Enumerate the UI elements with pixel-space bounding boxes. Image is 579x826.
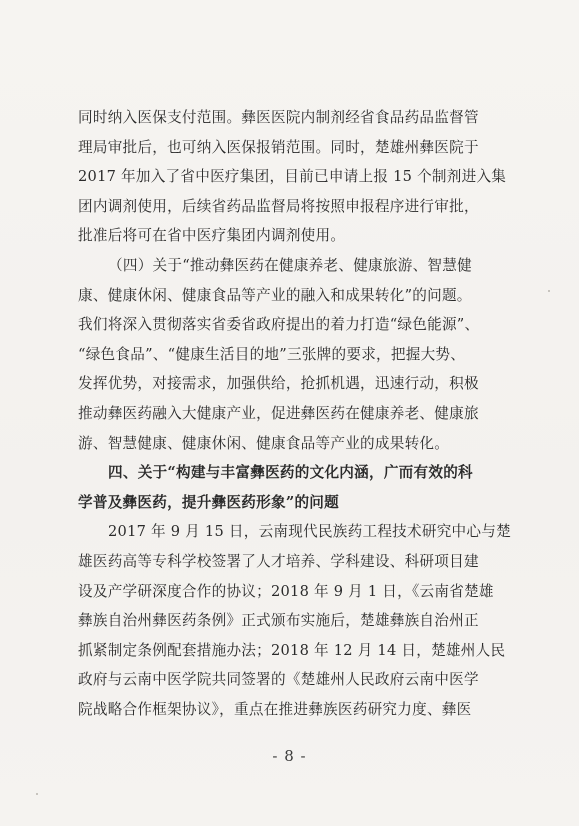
body-line-19: 抓紧制定条例配套措施办法；2018 年 12 月 14 日，楚雄州人民 — [78, 641, 506, 659]
body-line-15: 2017 年 9 月 15 日，云南现代民族药工程技术研究中心与楚 — [108, 523, 511, 541]
body-line-18: 彝族自治州彝医药条例》正式颁布实施后，楚雄彝族自治州正 — [78, 612, 479, 630]
body-line-5: 批准后将可在省中医疗集团内调剂使用。 — [78, 227, 346, 245]
body-line-20: 政府与云南中医学院共同签署的《楚雄州人民政府云南中医学 — [78, 671, 479, 689]
section-heading-line-1: 四、关于“构建与丰富彝医药的文化内涵，广而有效的科 — [108, 464, 473, 482]
document-body — [78, 103, 511, 724]
body-line-21: 院战略合作框架协议》，重点在推进彝族医药研究力度、彝医 — [78, 700, 472, 718]
body-line-4: 团内调剂使用，后续省药品监督局将按照申报程序进行审批， — [78, 197, 479, 215]
body-line-2: 理局审批后，也可纳入医保报销范围。同时，楚雄州彝医院于 — [78, 138, 479, 156]
scan-speck — [36, 793, 38, 795]
body-line-3: 2017 年加入了省中医疗集团，目前已申请上报 15 个制剂进入集 — [78, 168, 507, 186]
body-line-8: 我们将深入贯彻落实省委省政府提出的着力打造“绿色能源”、 — [78, 316, 480, 334]
body-line-16: 雄医药高等专科学校签署了人才培养、学科建设、科研项目建 — [78, 552, 479, 570]
body-line-9: “绿色食品”、“健康生活目的地”三张牌的要求，把握大势、 — [78, 345, 466, 363]
scan-speck — [548, 290, 550, 292]
body-line-11: 推动彝医药融入大健康产业，促进彝医药在健康养老、健康旅 — [78, 404, 479, 422]
body-line-10: 发挥优势，对接需求，加强供给，抢抓机遇，迅速行动，积极 — [78, 375, 479, 393]
section-4-subheading-line-2: 康、健康休闲、健康食品等产业的融入和成果转化”的问题。 — [78, 286, 472, 304]
page-number: - 8 - — [272, 747, 307, 765]
section-4-subheading-line-1: （四）关于“推动彝医药在健康养老、健康旅游、智慧健 — [108, 256, 472, 274]
body-line-1: 同时纳入医保支付范围。彝医医院内制剂经省食品药品监督管 — [78, 109, 479, 126]
body-line-12: 游、智慧健康、健康休闲、健康食品等产业的成果转化。 — [78, 434, 450, 452]
section-heading-line-2: 学普及彝医药，提升彝医药形象”的问题 — [78, 493, 339, 511]
body-line-17: 设及产学研深度合作的协议；2018 年 9 月 1 日，《云南省楚雄 — [78, 582, 494, 600]
